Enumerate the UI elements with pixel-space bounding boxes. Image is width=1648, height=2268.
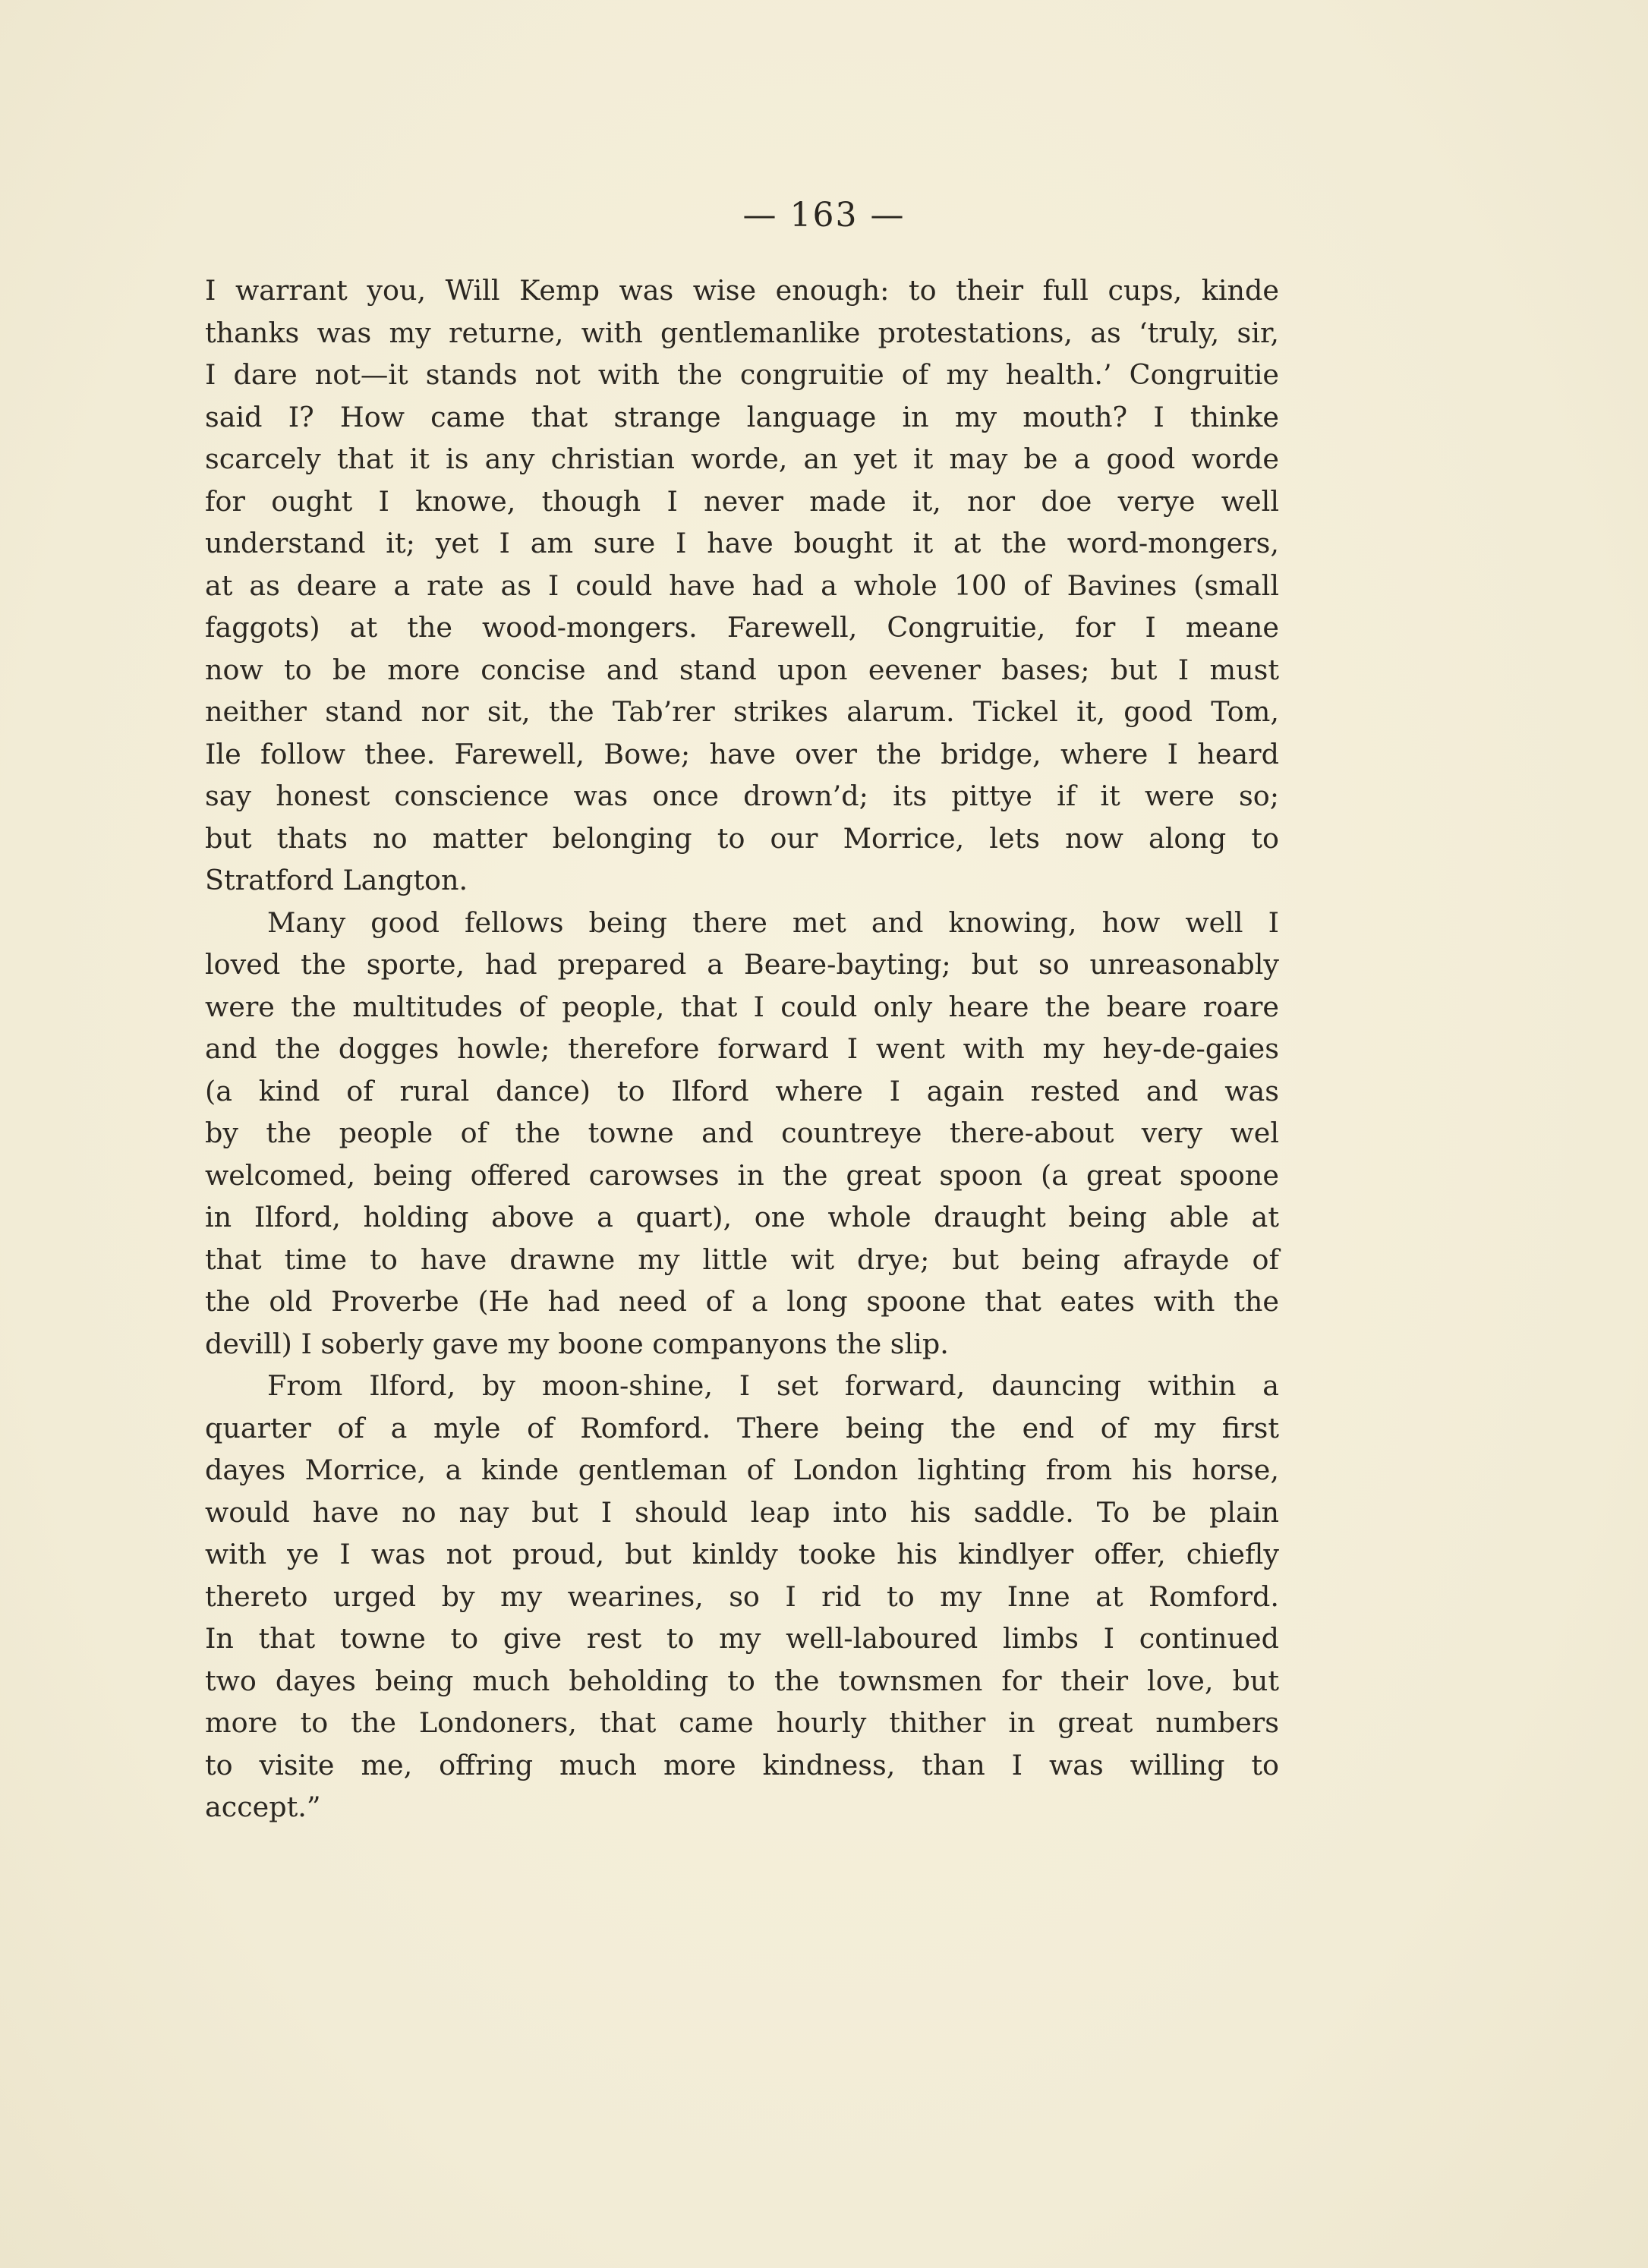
text-line: with ye I was not proud, but kinldy tooke his kindlyer offer, chiefly [205, 1538, 1279, 1570]
text-line: that time to have drawne my little wit drye; but being afrayde of [205, 1243, 1279, 1276]
text-line: would have no nay but I should leap into his saddle. To be plain [205, 1495, 1279, 1529]
text-line: and the dogges howle; therefore forward I went with my hey-de-gaies [205, 1032, 1279, 1065]
text-line: two dayes being much beholding to the townsmen for their love, but [205, 1664, 1279, 1697]
text-line: devill) I soberly gave my boone companyons the slip. [205, 1327, 949, 1360]
text-line: I dare not—it stands not with the congruitie of my health.’ Congruitie [205, 358, 1279, 391]
text-line: were the multitudes of people, that I could only heare the beare roare [205, 990, 1279, 1023]
text-line: for ought I knowe, though I never made it, nor doe verye well [205, 484, 1279, 518]
text-line: loved the sporte, had prepared a Beare-bayting; but so unreasonably [205, 948, 1279, 981]
text-line: Many good fellows being there met and knowing, how well I [267, 906, 1279, 939]
text-line: quarter of a myle of Romford. There being the end of my first [205, 1411, 1279, 1444]
text-line: Stratford Langton. [205, 864, 468, 896]
text-line: to visite me, offring much more kindness, than I was willing to [205, 1748, 1279, 1781]
text-line: I warrant you, Will Kemp was wise enough: to their full cups, kinde [205, 274, 1279, 307]
text-line: (a kind of rural dance) to Ilford where I again rested and was [205, 1074, 1279, 1107]
text-line: but thats no matter belonging to our Morrice, lets now along to [205, 821, 1279, 855]
text-line: accept.” [205, 1791, 321, 1823]
text-line: at as deare a rate as I could have had a whole 100 of Bavines (small [205, 569, 1279, 602]
text-line: now to be more concise and stand upon eevener bases; but I must [205, 653, 1279, 686]
text-line: scarcely that it is any christian worde, an yet it may be a good worde [205, 443, 1279, 475]
text-line: say honest conscience was once drown’d; its pittye if it were so; [205, 780, 1279, 812]
text-line: by the people of the towne and countreye there-about very wel [205, 1117, 1279, 1149]
page-number: — 163 — [742, 196, 906, 235]
body-text [205, 269, 1279, 1829]
text-line: dayes Morrice, a kinde gentleman of London lighting from his horse, [205, 1454, 1279, 1486]
text-line: faggots) at the wood-mongers. Farewell, Congruitie, for I meane [205, 611, 1279, 644]
text-line: neither stand nor sit, the Tab’rer strikes alarum. Tickel it, good Tom, [205, 695, 1279, 728]
text-line: welcomed, being offered carowses in the great spoon (a great spoone [205, 1158, 1279, 1192]
text-line: understand it; yet I am sure I have bought it at the word-mongers, [205, 527, 1279, 559]
text-line: said I? How came that strange language in my mouth? I thinke [205, 400, 1279, 433]
text-line: thanks was my returne, with gentlemanlike protestations, as ‘truly, sir, [205, 316, 1279, 349]
text-line: thereto urged by my wearines, so I rid to my Inne at Romford. [205, 1580, 1279, 1613]
text-line: more to the Londoners, that came hourly thither in great numbers [205, 1706, 1279, 1739]
text-line: Ile follow thee. Farewell, Bowe; have over the bridge, where I heard [205, 737, 1279, 770]
text-line: the old Proverbe (He had need of a long spoone that eates with the [205, 1285, 1279, 1318]
text-line: From Ilford, by moon-shine, I set forward, dauncing within a [267, 1369, 1279, 1402]
text-line: In that towne to give rest to my well-laboured limbs I continued [205, 1622, 1279, 1655]
text-line: in Ilford, holding above a quart), one whole draught being able at [205, 1201, 1279, 1233]
